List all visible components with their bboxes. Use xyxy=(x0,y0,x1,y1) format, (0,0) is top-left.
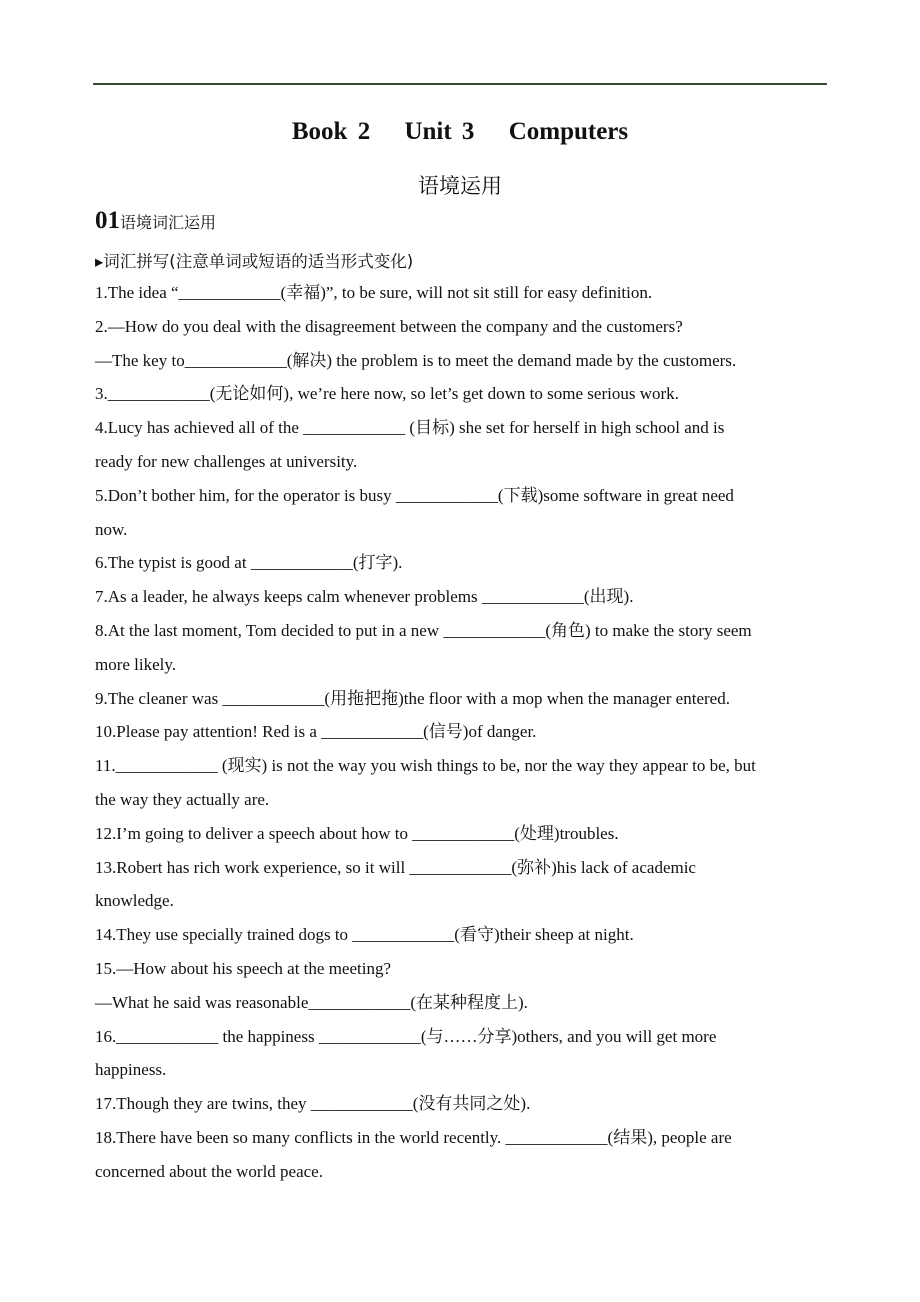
exercise-line: 8.At the last moment, Tom decided to put in a new ____________(角色) to make the story seem xyxy=(95,620,752,640)
exercise-line: 7.As a leader, he always keeps calm whenever problems ____________(出现). xyxy=(95,587,634,607)
exercise-line: 2.—How do you deal with the disagreement between the company and the customers? xyxy=(95,316,683,336)
section-heading xyxy=(95,207,216,235)
exercise-line: 18.There have been so many conflicts in the world recently. ____________(结果), people are xyxy=(95,1127,732,1147)
exercise-list xyxy=(95,280,825,1193)
instruction: ▸词汇拼写(注意单词或短语的适当形式变化) xyxy=(95,252,414,271)
exercise-line: 11.____________ (现实) is not the way you wish things to be, nor the way they appear to be, but xyxy=(95,756,756,776)
exercise-line: ready for new challenges at university. xyxy=(95,451,358,471)
exercise-line: happiness. xyxy=(95,1060,167,1080)
exercise-line: 4.Lucy has achieved all of the ____________ (目标) she set for herself in high school and is xyxy=(95,418,725,438)
exercise-line: 3.____________(无论如何), we’re here now, so let’s get down to some serious work. xyxy=(95,384,679,404)
exercise-line: now. xyxy=(95,519,128,539)
page-title xyxy=(0,118,920,146)
exercise-line: 6.The typist is good at ____________(打字). xyxy=(95,553,403,573)
exercise-line: 10.Please pay attention! Red is a ____________(信号)of danger. xyxy=(95,722,537,742)
exercise-line: 16.____________ the happiness ____________(与……分享)others, and you will get more xyxy=(95,1026,717,1046)
exercise-line: the way they actually are. xyxy=(95,789,270,809)
exercise-line: 12.I’m going to deliver a speech about how to ____________(处理)troubles. xyxy=(95,823,619,843)
exercise-line: 17.Though they are twins, they ____________(没有共同之处). xyxy=(95,1094,531,1114)
title-book: Book 2 xyxy=(291,118,371,145)
exercise-line: 1.The idea “____________(幸福)”, to be sure, will not sit still for easy definition. xyxy=(95,283,653,302)
title-topic: Computers xyxy=(508,118,629,145)
exercise-line: more likely. xyxy=(95,654,177,674)
exercise-line: concerned about the world peace. xyxy=(95,1161,323,1181)
exercise-line: knowledge. xyxy=(95,891,174,911)
exercise-line: 13.Robert has rich work experience, so it will ____________(弥补)his lack of academic xyxy=(95,857,696,877)
header-rule xyxy=(93,83,827,85)
section-number: 01 xyxy=(95,207,120,234)
exercise-line: 14.They use specially trained dogs to ____________(看守)their sheep at night. xyxy=(95,925,634,945)
page-subtitle: 语境运用 xyxy=(418,174,502,198)
exercise-line: 5.Don’t bother him, for the operator is busy ____________(下载)some software in great need xyxy=(95,485,734,505)
title-unit: Unit 3 xyxy=(404,118,475,145)
exercise-line: 15.—How about his speech at the meeting? xyxy=(95,958,392,978)
exercise-line: —What he said was reasonable____________(在某种程度上). xyxy=(95,992,528,1012)
section-label: 语境词汇运用 xyxy=(120,213,217,232)
exercise-line: —The key to____________(解决) the problem is to meet the demand made by the customers. xyxy=(95,350,737,370)
exercise-line: 9.The cleaner was ____________(用拖把拖)the floor with a mop when the manager entered. xyxy=(95,688,730,708)
